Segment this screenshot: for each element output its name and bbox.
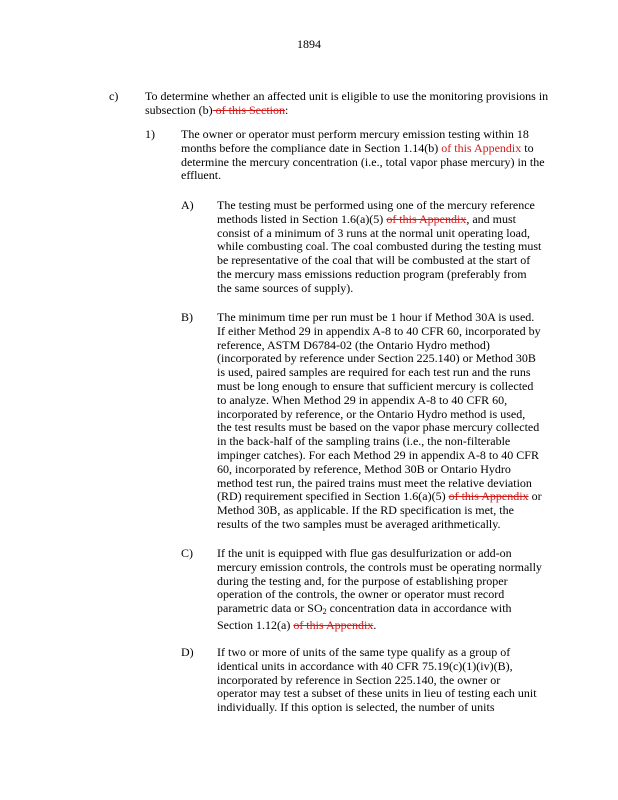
- paragraph-c: [145, 90, 550, 118]
- paragraph-a-text-end: , and must consist of a minimum of 3 runs at the normal unit operating load, while combusting coal. The coal combusted during the testing must be representative of the coal that will be combusted at the start of the mercury mass emissions reduction program (preferably from the same sources of supply).: [217, 211, 542, 295]
- deleted-text: of this Appendix: [386, 211, 467, 226]
- deleted-text: of this Section: [212, 102, 285, 117]
- paragraph-d: [217, 646, 542, 715]
- paragraph-b-text: The minimum time per run must be 1 hour if Method 30A is used. If either Method 29 in appendix A-8 to 40 CFR 60, incorporated by reference, ASTM D6784-02 (the Ontario Hydro method) (incorporated by reference under Section 225.140) or Method 30B is used, paired samples are required for each test run and the runs must be long enough to ensure that sufficient mercury is collected to analyze. When Method 29 in appendix A-8 to 40 CFR 60, incorporated by reference, or the Ontario Hydro method is used, the test results must be based on the vapor phase mercury collected in the back-half of the sampling trains (i.e., the non-filterable impinger catches). For each Method 29 in appendix A-8 to 40 CFR 60, incorporated by reference, Method 30B or Ontario Hydro method test run, the paired trains must meet the relative deviation (RD) requirement specified in Section 1.6(a)(5): [217, 310, 541, 504]
- deleted-text: of this Appendix: [293, 617, 374, 632]
- inserted-text: of this Appendix: [441, 140, 522, 155]
- item-label-c: c): [109, 89, 119, 103]
- paragraph-a: [217, 199, 542, 296]
- paragraph-c-sub-text-end: .: [373, 617, 377, 632]
- paragraph-c-sub-text: If the unit is equipped with flue gas desulfurization or add-on mercury emission controls, the controls must be operating normally during the testing and, for the purpose of establishing proper operation of the controls, the owner or operator must record parametric data or SO: [217, 546, 542, 616]
- item-label-1: 1): [145, 127, 155, 141]
- paragraph-1-text: The owner or operator must perform mercury emission testing within 18 months before the compliance date in Section 1.14(b): [181, 127, 529, 155]
- subscript-2: 2: [322, 607, 327, 617]
- paragraph-b: [217, 311, 542, 532]
- paragraph-1-text-end: to determine the mercury concentration (i.e., total vapor phase mercury) in the effluent.: [181, 140, 545, 183]
- page-number: 1894: [297, 37, 321, 51]
- item-label-d: D): [181, 645, 194, 659]
- paragraph-c-sub-text-mid: concentration data in accordance with Section 1.12(a): [217, 601, 512, 632]
- item-label-c-sub: C): [181, 546, 193, 560]
- paragraph-d-text: If two or more of units of the same type qualify as a group of identical units in accordance with 40 CFR 75.19(c)(1)(iv)(B), incorporated by reference in Section 225.140, the owner or operator may test a subset of these units in lieu of testing each unit individually. If this option is selected, the number of units: [217, 645, 537, 715]
- paragraph-a-text: The testing must be performed using one of the mercury reference methods listed in Section 1.6(a)(5): [217, 198, 535, 226]
- item-label-b: B): [181, 310, 193, 324]
- deleted-text: of this Appendix: [448, 489, 529, 504]
- paragraph-c-text-end: :: [284, 102, 289, 117]
- paragraph-c-text: To determine whether an affected unit is eligible to use the monitoring provisions in subsection (b): [145, 89, 549, 117]
- paragraph-c-sub: [217, 547, 542, 633]
- paragraph-1: [181, 128, 546, 183]
- item-label-a: A): [181, 198, 194, 212]
- paragraph-b-text-end: or Method 30B, as applicable. If the RD specification is met, the results of the two samples must be averaged arithmetically.: [217, 489, 542, 531]
